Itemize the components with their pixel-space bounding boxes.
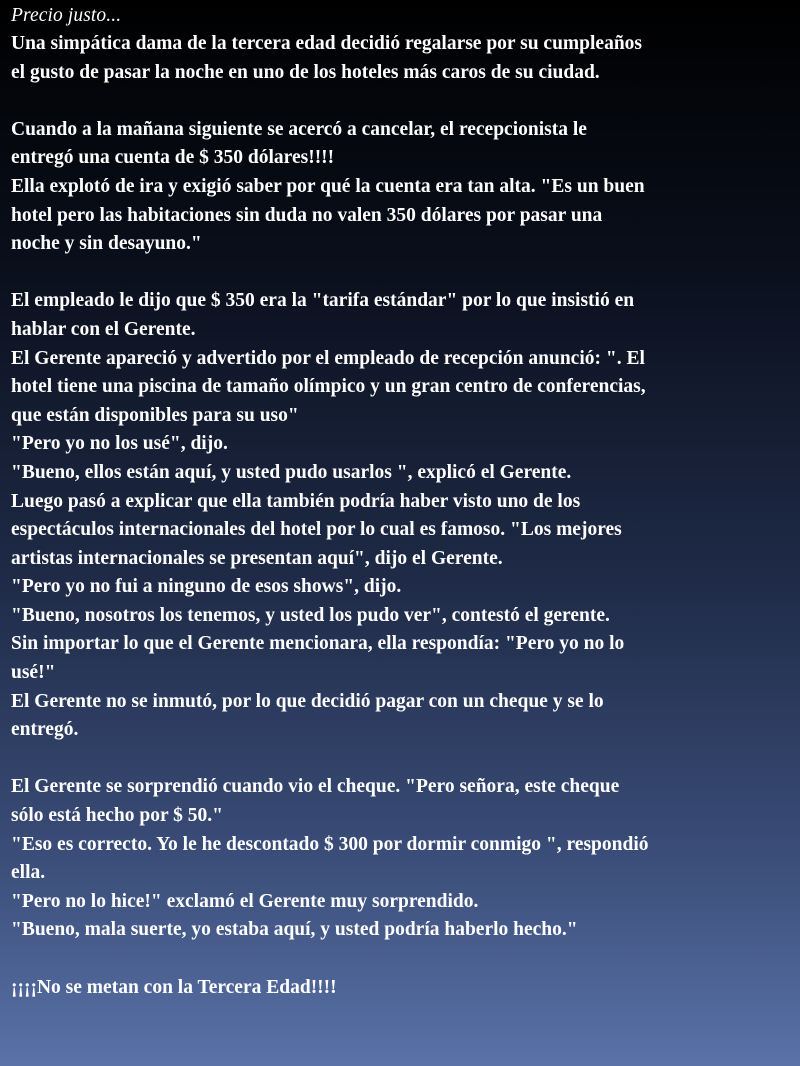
- story-body: [11, 30, 790, 1002]
- text-line: Sin importar lo que el Gerente mencionara, ella respondía: "Pero yo no lo: [11, 633, 625, 655]
- text-line: El Gerente no se inmutó, por lo que decidió pagar con un cheque y se lo: [11, 690, 604, 712]
- text-line: hablar con el Gerente.: [11, 318, 196, 340]
- paragraph-gap: [11, 945, 790, 974]
- story-paragraph-2: [11, 116, 790, 259]
- text-line: espectáculos internacionales del hotel por lo cual es famoso. "Los mejores: [11, 519, 622, 541]
- text-line: sólo está hecho por $ 50.": [11, 805, 223, 827]
- story-title: Precio justo...: [11, 5, 122, 26]
- text-line: usé!": [11, 662, 56, 684]
- text-line: "Bueno, ellos están aquí, y usted pudo usarlos ", explicó el Gerente.: [11, 461, 572, 483]
- text-line: ¡¡¡¡No se metan con la Tercera Edad!!!!: [11, 976, 337, 998]
- story-paragraph-4: [11, 773, 790, 945]
- text-line: hotel pero las habitaciones sin duda no valen 350 dólares por pasar una: [11, 204, 603, 226]
- text-line: "Eso es correcto. Yo le he descontado $ 300 por dormir conmigo ", respondió: [11, 833, 649, 855]
- text-line: hotel tiene una piscina de tamaño olímpico y un gran centro de conferencias,: [11, 376, 646, 398]
- text-line: que están disponibles para su uso": [11, 404, 299, 426]
- text-line: el gusto de pasar la noche en uno de los hoteles más caros de su ciudad.: [11, 61, 600, 83]
- text-line: noche y sin desayuno.": [11, 233, 202, 255]
- text-line: El Gerente se sorprendió cuando vio el cheque. "Pero señora, este cheque: [11, 776, 620, 798]
- text-line: El empleado le dijo que $ 350 era la "tarifa estándar" por lo que insistió en: [11, 290, 635, 312]
- text-line: entregó una cuenta de $ 350 dólares!!!!: [11, 147, 335, 169]
- text-line: Cuando a la mañana siguiente se acercó a cancelar, el recepcionista le: [11, 118, 587, 140]
- text-line: El Gerente apareció y advertido por el empleado de recepción anunció: ". El: [11, 347, 645, 369]
- story-paragraph-1: [11, 30, 790, 87]
- story-paragraph-3: [11, 287, 790, 745]
- text-line: "Pero no lo hice!" exclamó el Gerente muy sorprendido.: [11, 890, 479, 912]
- paragraph-gap: [11, 87, 790, 116]
- text-line: Luego pasó a explicar que ella también podría haber visto uno de los: [11, 490, 581, 512]
- story-paragraph-5: [11, 974, 790, 1003]
- text-line: entregó.: [11, 719, 79, 741]
- paragraph-gap: [11, 745, 790, 774]
- text-line: artistas internacionales se presentan aquí", dijo el Gerente.: [11, 547, 503, 569]
- text-line: Ella explotó de ira y exigió saber por qué la cuenta era tan alta. "Es un buen: [11, 175, 645, 197]
- text-line: "Pero yo no fui a ninguno de esos shows", dijo.: [11, 576, 402, 598]
- text-line: "Bueno, mala suerte, yo estaba aquí, y usted podría haberlo hecho.": [11, 919, 578, 941]
- text-line: "Bueno, nosotros los tenemos, y usted los pudo ver", contestó el gerente.: [11, 604, 610, 626]
- text-line: Una simpática dama de la tercera edad decidió regalarse por su cumpleaños: [11, 33, 643, 54]
- text-line: "Pero yo no los usé", dijo.: [11, 433, 228, 455]
- paragraph-gap: [11, 259, 790, 288]
- text-line: ella.: [11, 862, 46, 884]
